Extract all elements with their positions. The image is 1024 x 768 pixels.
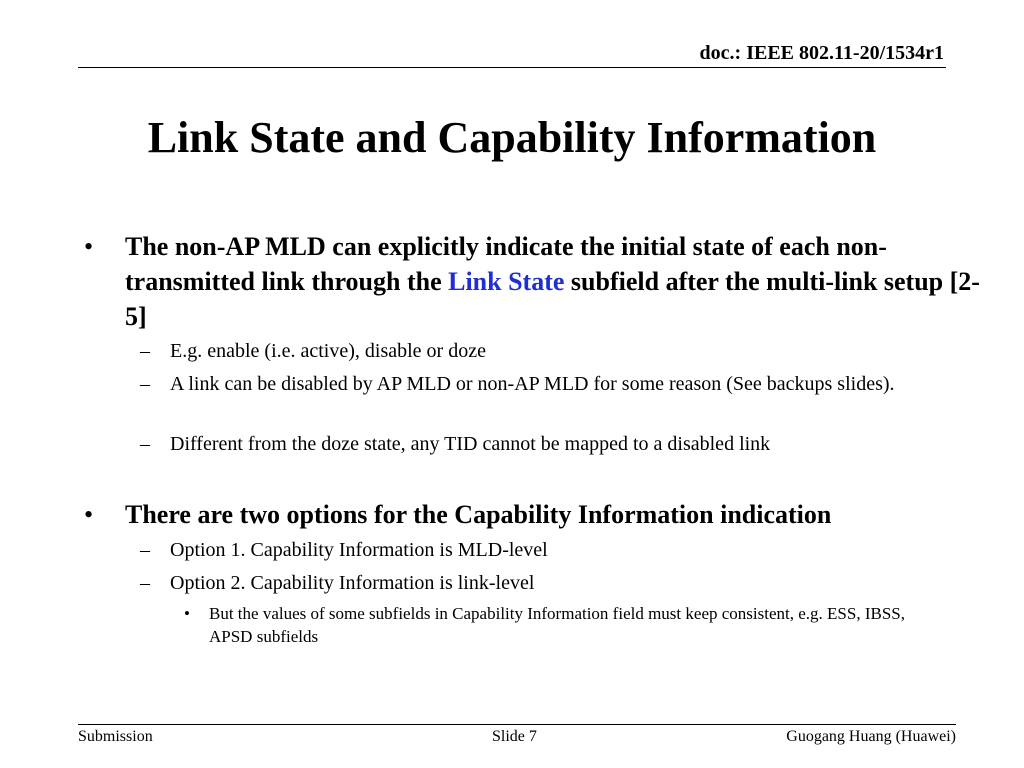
document-id: doc.: IEEE 802.11-20/1534r1 xyxy=(699,42,944,64)
sub-bullet-text: E.g. enable (i.e. active), disable or doze xyxy=(170,340,486,362)
sub-bullet-states xyxy=(140,338,940,365)
sub-bullet-tid xyxy=(140,431,940,458)
footer-submission: Submission xyxy=(78,728,153,745)
footer-divider xyxy=(78,724,956,725)
bullet-text: The non-AP MLD can explicitly indicate the initial state of each non-transmitted link through the Link State subfield after the multi-link setup [2-5] xyxy=(125,232,980,331)
sub-bullet-marker: – xyxy=(140,373,150,395)
footer-slide-number: Slide 7 xyxy=(492,728,537,745)
sub-bullet-option-1 xyxy=(140,537,940,564)
sub-sub-bullet-consistency xyxy=(184,602,944,648)
sub-sub-bullet-text: But the values of some subfields in Capability Information field must keep consistent, e.g. ESS, IBSS, APSD subfields xyxy=(209,604,905,646)
sub-sub-bullet-marker: • xyxy=(184,604,190,623)
sub-bullet-text: Option 1. Capability Information is MLD-level xyxy=(170,539,548,561)
sub-bullet-option-2 xyxy=(140,570,940,597)
bullet-link-state xyxy=(80,229,980,334)
sub-bullet-marker: – xyxy=(140,572,150,594)
sub-bullet-marker: – xyxy=(140,433,150,455)
slide-title: Link State and Capability Information xyxy=(147,113,877,162)
sub-bullet-marker: – xyxy=(140,539,150,561)
sub-bullet-disabled xyxy=(140,371,940,398)
footer-author: Guogang Huang (Huawei) xyxy=(786,728,956,745)
bullet-capability-options xyxy=(80,497,980,532)
sub-bullet-text: A link can be disabled by AP MLD or non-AP MLD for some reason (See backups slides). xyxy=(170,373,895,395)
bullet-marker: • xyxy=(84,500,94,529)
bullet-marker: • xyxy=(84,232,94,261)
sub-bullet-marker: – xyxy=(140,340,150,362)
bullet-text: There are two options for the Capability Information indication xyxy=(125,500,832,529)
sub-bullet-text: Option 2. Capability Information is link-level xyxy=(170,572,535,594)
header-divider xyxy=(78,67,946,68)
highlight-link-state: Link State xyxy=(448,267,565,296)
sub-bullet-text: Different from the doze state, any TID cannot be mapped to a disabled link xyxy=(170,433,771,455)
